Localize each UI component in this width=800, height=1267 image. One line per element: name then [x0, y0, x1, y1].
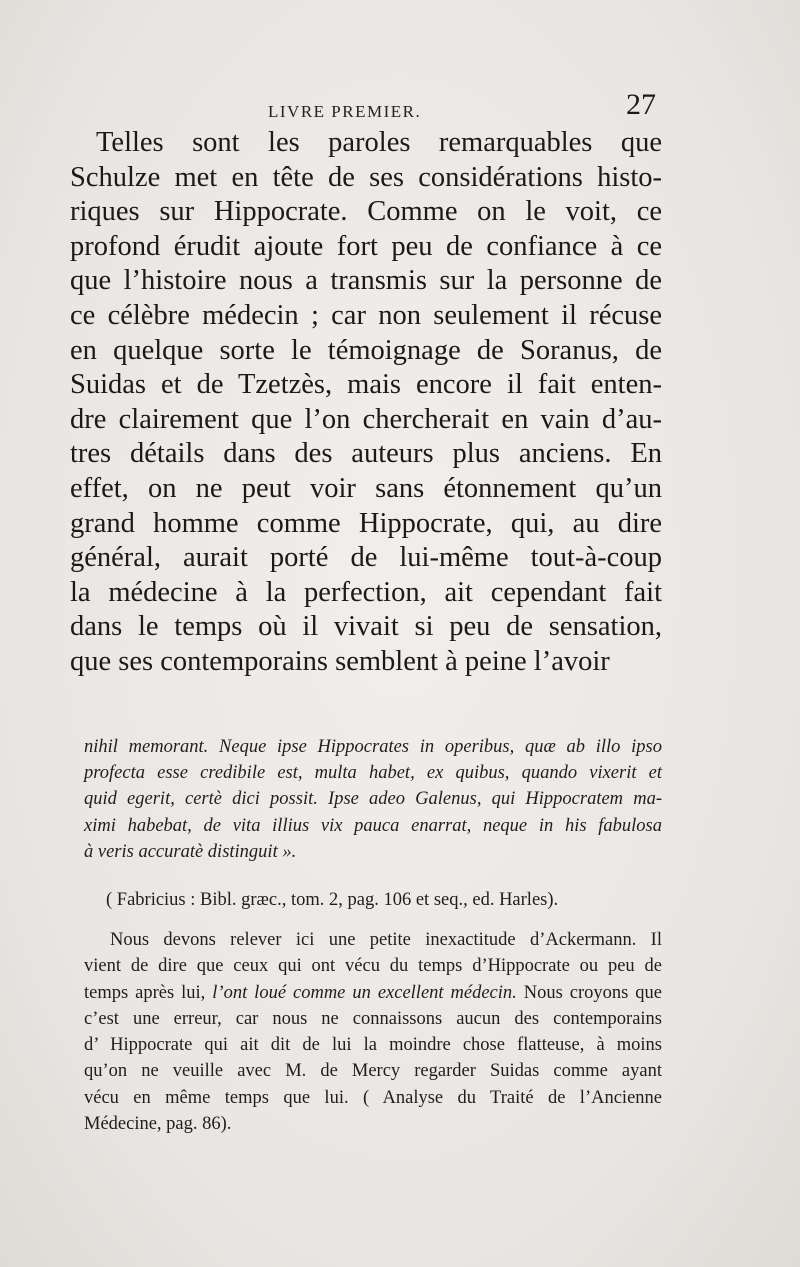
note-line: vient de dire que ceux qui ont vécu du temps d’Hippocrate ou peu de: [84, 956, 662, 977]
running-title: LIVRE PREMIER.: [268, 102, 422, 121]
text-line: la médecine à la perfection, ait cependant fait: [70, 576, 662, 608]
text-line: grand homme comme Hippocrate, qui, au dire: [70, 507, 662, 539]
note-line: d’ Hippocrate qui ait dit de lui la moindre chose flatteuse, à moins: [84, 1035, 662, 1056]
text-line: Suidas et de Tzetzès, mais encore il fait enten-: [70, 369, 662, 401]
text-line: Schulze met en tête de ses considérations histo-: [70, 161, 662, 193]
footnote-line: nihil memorant. Neque ipse Hippocrates in operibus, quæ ab illo ipso: [84, 737, 662, 757]
latin-footnote: [84, 734, 662, 865]
note-line: vécu en même temps que lui. ( Analyse du Traité de l’Ancienne: [84, 1087, 662, 1108]
text-line: Telles sont les paroles remarquables que: [96, 127, 662, 158]
fabricius-citation: ( Fabricius : Bibl. græc., tom. 2, pag. 106 et seq., ed. Harles).: [106, 890, 559, 910]
text-line: ce célèbre médecin ; car non seulement il récuse: [70, 299, 662, 331]
text-line: profond érudit ajoute fort peu de confiance à ce: [70, 230, 662, 262]
text-line: que ses contemporains semblent à peine l’avoir: [70, 645, 610, 677]
footnote-line: à veris accuratè distinguit ».: [84, 841, 297, 862]
note-line: Nous devons relever ici une petite inexactitude d’Ackermann. Il: [110, 930, 662, 950]
page-number: 27: [626, 88, 656, 121]
note-line: qu’on ne veuille avec M. de Mercy regarder Suidas comme ayant: [84, 1061, 662, 1082]
text-line: général, aurait porté de lui-même tout-à-coup: [70, 542, 662, 574]
note-text: temps après lui,: [84, 982, 206, 1003]
text-line: tres détails dans des auteurs plus anciens. En: [70, 438, 662, 470]
main-paragraph: [70, 126, 662, 680]
text-line: que l’histoire nous a transmis sur la personne de: [70, 265, 662, 297]
note-text: Nous croyons que: [523, 982, 663, 1003]
text-line: en quelque sorte le témoignage de Soranus, de: [70, 334, 662, 366]
text-line: riques sur Hippocrate. Comme on le voit, ce: [70, 196, 662, 228]
footnote-line: profecta esse credibile est, multa habet, ex quibus, quando vixerit et: [84, 763, 662, 784]
quoted-phrase: l’ont loué comme un excellent médecin.: [212, 982, 517, 1003]
ackermann-note: [84, 927, 662, 1137]
text-line: dre clairement que l’on chercherait en vain d’au-: [70, 403, 662, 435]
note-line: c’est une erreur, car nous ne connaissons aucun des contemporains: [84, 1008, 662, 1029]
footnote-line: ximi habebat, de vita illius vix pauca enarrat, neque in his fabulosa: [84, 815, 662, 836]
running-head: [70, 88, 670, 128]
note-line: Médecine, pag. 86).: [84, 1114, 232, 1135]
text-line: dans le temps où il vivait si peu de sensation,: [70, 611, 662, 643]
text-line: effet, on ne peut voir sans étonnement qu’un: [70, 472, 662, 504]
note-line: [84, 980, 662, 1006]
footnote-line: quid egerit, certè dici possit. Ipse adeo Galenus, qui Hippocratem ma-: [84, 789, 662, 810]
